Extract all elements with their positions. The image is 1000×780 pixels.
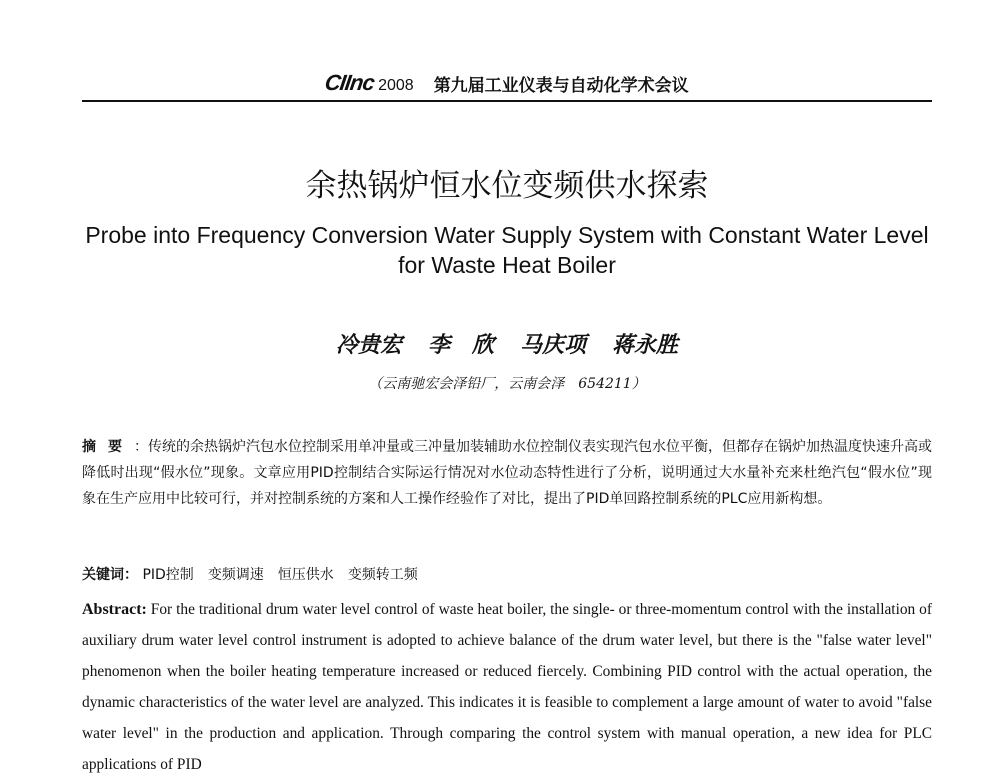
keyword-item: 变频转工频	[347, 567, 418, 583]
keyword-item: PID控制	[142, 567, 194, 583]
affiliation: （云南驰宏会泽铅厂，云南会泽 654211）	[368, 376, 646, 392]
author-list	[82, 330, 932, 360]
abstract-en-label: Abstract:	[82, 601, 147, 618]
abstract-english	[82, 594, 932, 780]
author-name: 蒋永胜	[612, 332, 679, 358]
author-name: 冷贵宏	[335, 332, 402, 358]
abstract-en-text: For the traditional drum water level control of waste heat boiler, the single- or three-momentum control with the installation of auxiliary drum water level control instrument is adopted to achieve balance of the drum water level, but there is the "false water level" phenomenon when the boiler heating temperature increased or reduced fiercely. Combining PID control with the actual operation, the dynamic characteristics of the water level are analyzed. This indicates it is feasible to complement a large amount of water to avoid "false water level" in the production and application. Through comparing the control system with manual operation, a new idea for PLC applications of PID	[82, 601, 932, 773]
conference-name: 第九届工业仪表与自动化学术会议	[433, 75, 689, 96]
abstract-chinese: 摘要：传统的余热锅炉汽包水位控制采用单冲量或三冲量加装辅助水位控制仪表实现汽包水位平衡，但都存在锅炉加热温度快速升高或降低时出现“假水位”现象。文章应用PID控制结合实际运行情况对水位动态特性进行了分析，说明通过大水量补充来杜绝汽包“假水位”现象在生产应用中比较可行，并对控制系统的方案和人工操作经验作了对比，提出了PID单回路控制系统的PLC应用新构想。	[82, 439, 932, 507]
abstract-cn-label: 摘要	[82, 439, 134, 455]
title-english: Probe into Frequency Conversion Water Supply System with Constant Water Level for Waste Heat Boiler	[85, 222, 929, 278]
title-chinese: 余热锅炉恒水位变频供水探索	[305, 168, 709, 204]
author-name: 马庆项	[520, 332, 587, 358]
author-name: 李 欣	[427, 332, 494, 358]
keywords-chinese	[82, 562, 932, 588]
keyword-item: 变频调速	[207, 567, 264, 583]
abstract-cn-text: 传统的余热锅炉汽包水位控制采用单冲量或三冲量加装辅助水位控制仪表实现汽包水位平衡，但都存在锅炉加热温度快速升高或降低时出现“假水位”现象。文章应用PID控制结合实际运行情况对水位动态特性进行了分析，说明通过大水量补充来杜绝汽包“假水位”现象在生产应用中比较可行，并对控制系统的方案和人工操作经验作了对比，提出了PID单回路控制系统的PLC应用新构想。	[82, 439, 932, 507]
conference-logo	[325, 70, 413, 96]
header-divider	[82, 100, 932, 102]
logo-mark: CIInc	[323, 70, 376, 95]
running-header	[82, 68, 932, 98]
keyword-item: 恒压供水	[277, 567, 334, 583]
keywords-label: 关键词：	[82, 567, 138, 583]
logo-year: 2008	[378, 77, 414, 94]
